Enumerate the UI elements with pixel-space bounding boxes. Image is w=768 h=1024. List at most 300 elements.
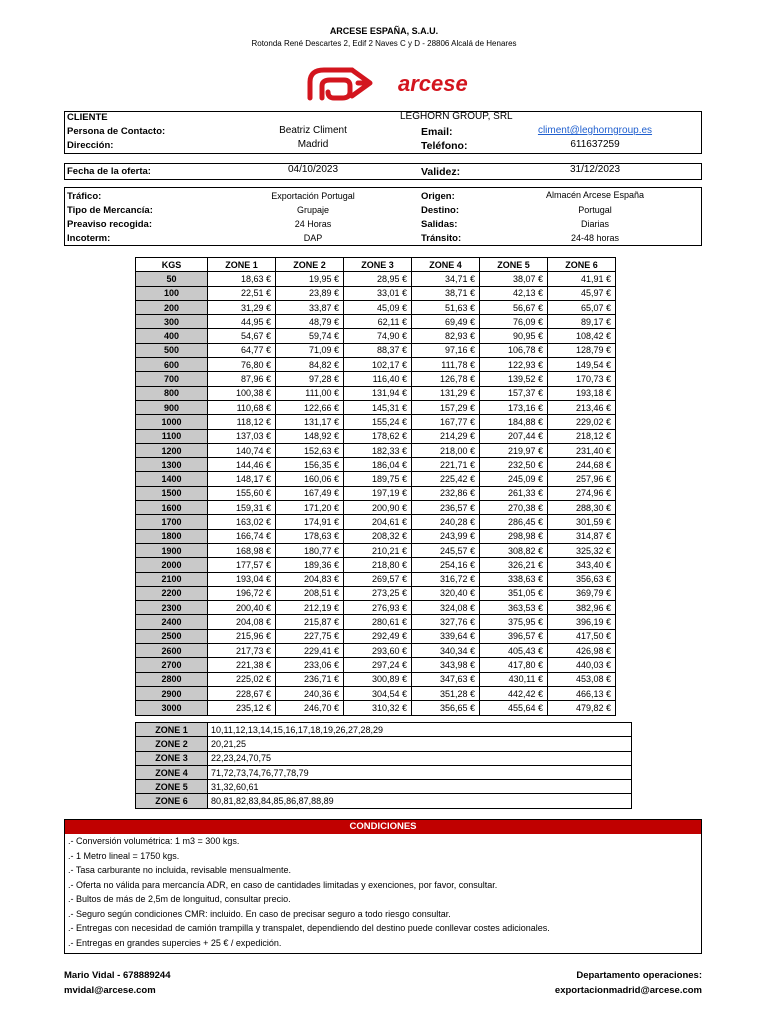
rates-price-cell: 426,98 € — [548, 644, 616, 658]
rates-kgs-cell: 2000 — [136, 558, 208, 572]
rates-price-cell: 245,09 € — [480, 472, 548, 486]
zone-name-cell: ZONE 3 — [136, 751, 208, 765]
rates-price-cell: 177,57 € — [208, 558, 276, 572]
rates-price-cell: 298,98 € — [480, 529, 548, 543]
rates-price-cell: 74,90 € — [344, 329, 412, 343]
rates-price-cell: 180,77 € — [276, 543, 344, 557]
rates-price-cell: 479,82 € — [548, 701, 616, 715]
arcese-logo-text: arcese — [398, 71, 468, 96]
rates-price-cell: 280,61 € — [344, 615, 412, 629]
rates-price-cell: 157,37 € — [480, 386, 548, 400]
rates-price-cell: 229,02 € — [548, 415, 616, 429]
rates-price-cell: 152,63 € — [276, 443, 344, 457]
rates-price-cell: 455,64 € — [480, 701, 548, 715]
rates-price-cell: 148,17 € — [208, 472, 276, 486]
rates-row — [136, 686, 616, 700]
rates-price-cell: 221,38 € — [208, 658, 276, 672]
rates-price-cell: 193,04 € — [208, 572, 276, 586]
rates-price-cell: 326,21 € — [480, 558, 548, 572]
rates-price-cell: 217,73 € — [208, 644, 276, 658]
rates-price-cell: 343,40 € — [548, 558, 616, 572]
rates-price-cell: 84,82 € — [276, 358, 344, 372]
rates-price-cell: 89,17 € — [548, 315, 616, 329]
condition-line: .- Oferta no válida para mercancía ADR, en caso de cantidades limitadas y exenciones, por favor, consultar. — [68, 879, 498, 890]
rates-price-cell: 174,91 € — [276, 515, 344, 529]
origen-value: Almacén Arcese España — [545, 190, 645, 200]
zones-table — [135, 722, 632, 809]
zone-codes-cell: 31,32,60,61 — [208, 780, 632, 794]
rates-price-cell: 215,87 € — [276, 615, 344, 629]
rates-price-cell: 184,88 € — [480, 415, 548, 429]
destino-value: Portugal — [578, 205, 612, 215]
rates-kgs-cell: 200 — [136, 300, 208, 314]
trafico-value: Exportación Portugal — [271, 191, 355, 201]
rates-kgs-cell: 800 — [136, 386, 208, 400]
rates-row — [136, 315, 616, 329]
rates-price-cell: 314,87 € — [548, 529, 616, 543]
rates-row — [136, 701, 616, 715]
rates-price-cell: 118,12 € — [208, 415, 276, 429]
rates-kgs-cell: 1100 — [136, 429, 208, 443]
rates-price-cell: 227,75 € — [276, 629, 344, 643]
rates-price-cell: 274,96 € — [548, 486, 616, 500]
rates-price-cell: 310,32 € — [344, 701, 412, 715]
rates-row — [136, 272, 616, 286]
rates-price-cell: 23,89 € — [276, 286, 344, 300]
rates-price-cell: 417,50 € — [548, 629, 616, 643]
rates-price-cell: 56,67 € — [480, 300, 548, 314]
rates-price-cell: 34,71 € — [412, 272, 480, 286]
zone-name-cell: ZONE 6 — [136, 794, 208, 808]
rates-header-cell: ZONE 2 — [276, 258, 344, 272]
rates-price-cell: 340,34 € — [412, 644, 480, 658]
rates-kgs-cell: 1500 — [136, 486, 208, 500]
rates-kgs-cell: 400 — [136, 329, 208, 343]
rates-price-cell: 254,16 € — [412, 558, 480, 572]
rates-row — [136, 372, 616, 386]
rates-price-cell: 131,94 € — [344, 386, 412, 400]
rates-row — [136, 601, 616, 615]
rates-price-cell: 31,29 € — [208, 300, 276, 314]
rates-price-cell: 62,11 € — [344, 315, 412, 329]
rates-price-cell: 228,67 € — [208, 686, 276, 700]
contacto-label: Persona de Contacto: — [67, 126, 166, 137]
rates-price-cell: 338,63 € — [480, 572, 548, 586]
rates-price-cell: 347,63 € — [412, 672, 480, 686]
rates-row — [136, 429, 616, 443]
rates-price-cell: 218,12 € — [548, 429, 616, 443]
rates-price-cell: 225,02 € — [208, 672, 276, 686]
rates-price-cell: 304,54 € — [344, 686, 412, 700]
fecha-value: 04/10/2023 — [287, 164, 339, 175]
rates-price-cell: 97,28 € — [276, 372, 344, 386]
rates-price-cell: 269,57 € — [344, 572, 412, 586]
mercancia-label: Tipo de Mercancía: — [67, 205, 153, 216]
rates-kgs-cell: 1700 — [136, 515, 208, 529]
zone-row — [136, 751, 632, 765]
rates-price-cell: 212,19 € — [276, 601, 344, 615]
rates-kgs-cell: 3000 — [136, 701, 208, 715]
rates-price-cell: 82,93 € — [412, 329, 480, 343]
rates-price-cell: 244,68 € — [548, 458, 616, 472]
rates-price-cell: 97,16 € — [412, 343, 480, 357]
rates-price-cell: 257,96 € — [548, 472, 616, 486]
incoterm-value: DAP — [303, 233, 323, 243]
validez-value: 31/12/2023 — [569, 164, 621, 175]
zone-codes-cell: 22,23,24,70,75 — [208, 751, 632, 765]
rates-price-cell: 356,63 € — [548, 572, 616, 586]
rates-kgs-cell: 1300 — [136, 458, 208, 472]
rates-price-cell: 236,71 € — [276, 672, 344, 686]
rates-price-cell: 111,00 € — [276, 386, 344, 400]
rates-price-cell: 396,19 € — [548, 615, 616, 629]
rates-price-cell: 430,11 € — [480, 672, 548, 686]
rates-price-cell: 351,28 € — [412, 686, 480, 700]
rates-kgs-cell: 300 — [136, 315, 208, 329]
rates-price-cell: 297,24 € — [344, 658, 412, 672]
rates-price-cell: 131,17 € — [276, 415, 344, 429]
rates-price-cell: 236,57 € — [412, 501, 480, 515]
rates-price-cell: 308,82 € — [480, 543, 548, 557]
condition-line: .- Entregas con necesidad de camión trampilla y transpalet, dependiendo del destino puede conllevar costes adicionales. — [68, 923, 550, 933]
condition-line: .- 1 Metro lineal = 1750 kgs. — [68, 850, 180, 861]
rates-header-cell: KGS — [136, 258, 208, 272]
rates-price-cell: 157,29 € — [412, 400, 480, 414]
condition-line: .- Tasa carburante no incluida, revisable mensualmente. — [68, 865, 291, 875]
rates-price-cell: 273,25 € — [344, 586, 412, 600]
salidas-value: Diarias — [580, 219, 609, 229]
rates-price-cell: 221,71 € — [412, 458, 480, 472]
rates-price-cell: 170,73 € — [548, 372, 616, 386]
cliente-value: LEGHORN GROUP, SRL — [400, 111, 513, 122]
rates-header-cell: ZONE 6 — [548, 258, 616, 272]
rates-price-cell: 126,78 € — [412, 372, 480, 386]
rates-price-cell: 324,08 € — [412, 601, 480, 615]
rates-kgs-cell: 1800 — [136, 529, 208, 543]
rates-price-cell: 65,07 € — [548, 300, 616, 314]
rates-price-cell: 54,67 € — [208, 329, 276, 343]
rates-price-cell: 69,49 € — [412, 315, 480, 329]
rates-row — [136, 415, 616, 429]
rates-price-cell: 233,06 € — [276, 658, 344, 672]
rates-price-cell: 167,49 € — [276, 486, 344, 500]
rates-price-cell: 235,12 € — [208, 701, 276, 715]
rates-price-cell: 88,37 € — [344, 343, 412, 357]
rates-price-cell: 325,32 € — [548, 543, 616, 557]
rates-price-cell: 42,13 € — [480, 286, 548, 300]
rates-price-cell: 213,46 € — [548, 400, 616, 414]
footer-contact-name: Mario Vidal - 678889244 — [64, 970, 171, 981]
rates-price-cell: 339,64 € — [412, 629, 480, 643]
rates-price-cell: 240,28 € — [412, 515, 480, 529]
rates-row — [136, 615, 616, 629]
rates-price-cell: 215,96 € — [208, 629, 276, 643]
rates-price-cell: 155,24 € — [344, 415, 412, 429]
rates-row — [136, 558, 616, 572]
rates-price-cell: 316,72 € — [412, 572, 480, 586]
rates-price-cell: 204,61 € — [344, 515, 412, 529]
rates-price-cell: 45,09 € — [344, 300, 412, 314]
rates-header-cell: ZONE 1 — [208, 258, 276, 272]
validez-label: Validez: — [421, 166, 461, 178]
zone-name-cell: ZONE 5 — [136, 780, 208, 794]
rates-kgs-cell: 1200 — [136, 443, 208, 457]
rates-price-cell: 28,95 € — [344, 272, 412, 286]
rates-price-cell: 106,78 € — [480, 343, 548, 357]
rates-price-cell: 166,74 € — [208, 529, 276, 543]
rates-price-cell: 128,79 € — [548, 343, 616, 357]
rates-price-cell: 178,62 € — [344, 429, 412, 443]
rates-price-cell: 173,16 € — [480, 400, 548, 414]
rates-price-cell: 148,92 € — [276, 429, 344, 443]
rates-price-cell: 59,74 € — [276, 329, 344, 343]
rates-price-cell: 156,35 € — [276, 458, 344, 472]
zone-row — [136, 723, 632, 737]
rates-price-cell: 122,93 € — [480, 358, 548, 372]
rates-kgs-cell: 2400 — [136, 615, 208, 629]
rates-price-cell: 137,03 € — [208, 429, 276, 443]
rates-price-cell: 51,63 € — [412, 300, 480, 314]
rates-price-cell: 33,87 € — [276, 300, 344, 314]
rates-kgs-cell: 900 — [136, 400, 208, 414]
zone-row — [136, 780, 632, 794]
direccion-value: Madrid — [297, 139, 329, 150]
rates-price-cell: 64,77 € — [208, 343, 276, 357]
condition-line: .- Seguro según condiciones CMR: incluido. En caso de precisar seguro a todo riesgo consultar. — [68, 908, 451, 919]
rates-price-cell: 218,00 € — [412, 443, 480, 457]
rates-price-cell: 100,38 € — [208, 386, 276, 400]
rates-row — [136, 515, 616, 529]
rates-price-cell: 243,99 € — [412, 529, 480, 543]
zone-codes-cell: 10,11,12,13,14,15,16,17,18,19,26,27,28,29 — [208, 723, 632, 737]
zone-row — [136, 794, 632, 808]
rates-row — [136, 386, 616, 400]
zone-row — [136, 737, 632, 751]
rates-price-cell: 218,80 € — [344, 558, 412, 572]
rates-price-cell: 356,65 € — [412, 701, 480, 715]
rates-price-cell: 369,79 € — [548, 586, 616, 600]
rates-kgs-cell: 2100 — [136, 572, 208, 586]
mercancia-value: Grupaje — [296, 205, 330, 215]
rates-price-cell: 22,51 € — [208, 286, 276, 300]
rates-price-cell: 193,18 € — [548, 386, 616, 400]
rates-price-cell: 171,20 € — [276, 501, 344, 515]
rates-kgs-cell: 2700 — [136, 658, 208, 672]
rates-row — [136, 672, 616, 686]
rates-price-cell: 102,17 € — [344, 358, 412, 372]
rates-price-cell: 208,51 € — [276, 586, 344, 600]
conditions-title: CONDICIONES — [65, 820, 701, 834]
rates-price-cell: 453,08 € — [548, 672, 616, 686]
rates-row — [136, 400, 616, 414]
rates-price-cell: 301,59 € — [548, 515, 616, 529]
rates-price-cell: 189,36 € — [276, 558, 344, 572]
rates-price-cell: 19,95 € — [276, 272, 344, 286]
rates-price-cell: 375,95 € — [480, 615, 548, 629]
rates-row — [136, 343, 616, 357]
rates-price-cell: 286,45 € — [480, 515, 548, 529]
rates-kgs-cell: 700 — [136, 372, 208, 386]
rates-kgs-cell: 2600 — [136, 644, 208, 658]
zone-name-cell: ZONE 4 — [136, 765, 208, 779]
rates-price-cell: 38,71 € — [412, 286, 480, 300]
zone-name-cell: ZONE 2 — [136, 737, 208, 751]
condition-line: .- Bultos de más de 2,5m de longuitud, consultar precio. — [68, 894, 291, 904]
rates-price-cell: 343,98 € — [412, 658, 480, 672]
rates-table — [135, 257, 616, 716]
rates-price-cell: 232,86 € — [412, 486, 480, 500]
rates-row — [136, 658, 616, 672]
footer-contact-email[interactable]: mvidal@arcese.com — [64, 985, 156, 996]
company-address: Rotonda René Descartes 2, Edif 2 Naves C y D - 28806 Alcalá de Henares — [251, 39, 517, 48]
rates-price-cell: 87,96 € — [208, 372, 276, 386]
rates-price-cell: 33,01 € — [344, 286, 412, 300]
rates-price-cell: 145,31 € — [344, 400, 412, 414]
rates-row — [136, 644, 616, 658]
rates-price-cell: 210,21 € — [344, 543, 412, 557]
rates-price-cell: 440,03 € — [548, 658, 616, 672]
rates-price-cell: 245,57 € — [412, 543, 480, 557]
preaviso-label: Preaviso recogida: — [67, 219, 153, 230]
rates-price-cell: 219,97 € — [480, 443, 548, 457]
transito-label: Tránsito: — [421, 233, 462, 244]
rates-price-cell: 116,40 € — [344, 372, 412, 386]
rates-price-cell: 382,96 € — [548, 601, 616, 615]
rates-row — [136, 329, 616, 343]
zone-codes-cell: 20,21,25 — [208, 737, 632, 751]
rates-kgs-cell: 1600 — [136, 501, 208, 515]
footer-department: Departamento operaciones: — [576, 970, 702, 981]
rates-price-cell: 204,08 € — [208, 615, 276, 629]
zone-name-cell: ZONE 1 — [136, 723, 208, 737]
company-name: ARCESE ESPAÑA, S.A.U. — [329, 26, 439, 36]
rates-price-cell: 71,09 € — [276, 343, 344, 357]
transito-value: 24-48 horas — [570, 233, 620, 243]
rates-price-cell: 197,19 € — [344, 486, 412, 500]
rates-price-cell: 327,76 € — [412, 615, 480, 629]
rates-kgs-cell: 600 — [136, 358, 208, 372]
rates-price-cell: 76,80 € — [208, 358, 276, 372]
rates-price-cell: 155,60 € — [208, 486, 276, 500]
rates-price-cell: 45,97 € — [548, 286, 616, 300]
rates-price-cell: 122,66 € — [276, 400, 344, 414]
rates-price-cell: 159,31 € — [208, 501, 276, 515]
rates-price-cell: 231,40 € — [548, 443, 616, 457]
rates-price-cell: 246,70 € — [276, 701, 344, 715]
rates-price-cell: 76,09 € — [480, 315, 548, 329]
rates-price-cell: 90,95 € — [480, 329, 548, 343]
zone-codes-cell: 80,81,82,83,84,85,86,87,88,89 — [208, 794, 632, 808]
rates-row — [136, 458, 616, 472]
rates-price-cell: 168,98 € — [208, 543, 276, 557]
rates-kgs-cell: 2200 — [136, 586, 208, 600]
rates-price-cell: 300,89 € — [344, 672, 412, 686]
rates-price-cell: 182,33 € — [344, 443, 412, 457]
rates-kgs-cell: 1900 — [136, 543, 208, 557]
rates-price-cell: 18,63 € — [208, 272, 276, 286]
zone-codes-cell: 71,72,73,74,76,77,78,79 — [208, 765, 632, 779]
rates-price-cell: 178,63 € — [276, 529, 344, 543]
trafico-label: Tráfico: — [67, 191, 102, 202]
rates-price-cell: 38,07 € — [480, 272, 548, 286]
rates-row — [136, 443, 616, 457]
rates-price-cell: 186,04 € — [344, 458, 412, 472]
rates-kgs-cell: 500 — [136, 343, 208, 357]
origen-label: Origen: — [421, 191, 455, 202]
rates-row — [136, 543, 616, 557]
rates-kgs-cell: 2300 — [136, 601, 208, 615]
rates-header-row — [136, 258, 616, 272]
rates-row — [136, 286, 616, 300]
rates-kgs-cell: 2900 — [136, 686, 208, 700]
rates-price-cell: 140,74 € — [208, 443, 276, 457]
rates-kgs-cell: 2800 — [136, 672, 208, 686]
zone-row — [136, 765, 632, 779]
contacto-value: Beatriz Climent — [279, 125, 347, 136]
footer-department-email[interactable]: exportacionmadrid@arcese.com — [554, 985, 702, 996]
email-label: Email: — [421, 126, 453, 138]
rates-price-cell: 261,33 € — [480, 486, 548, 500]
rates-price-cell: 396,57 € — [480, 629, 548, 643]
rates-price-cell: 288,30 € — [548, 501, 616, 515]
rates-price-cell: 417,80 € — [480, 658, 548, 672]
rates-price-cell: 363,53 € — [480, 601, 548, 615]
rates-price-cell: 276,93 € — [344, 601, 412, 615]
rates-price-cell: 229,41 € — [276, 644, 344, 658]
salidas-label: Salidas: — [421, 219, 458, 230]
rates-kgs-cell: 2500 — [136, 629, 208, 643]
rates-row — [136, 529, 616, 543]
rates-price-cell: 163,02 € — [208, 515, 276, 529]
rates-kgs-cell: 50 — [136, 272, 208, 286]
rates-row — [136, 358, 616, 372]
condition-line: .- Entregas en grandes supercies + 25 € / expedición. — [68, 937, 282, 948]
cliente-label: CLIENTE — [67, 112, 108, 123]
email-link[interactable]: climent@leghorngroup.es — [537, 125, 653, 136]
rates-price-cell: 144,46 € — [208, 458, 276, 472]
rates-price-cell: 270,38 € — [480, 501, 548, 515]
rates-price-cell: 351,05 € — [480, 586, 548, 600]
rates-row — [136, 472, 616, 486]
rates-price-cell: 225,42 € — [412, 472, 480, 486]
rates-price-cell: 44,95 € — [208, 315, 276, 329]
rates-price-cell: 48,79 € — [276, 315, 344, 329]
rates-price-cell: 405,43 € — [480, 644, 548, 658]
rates-price-cell: 207,44 € — [480, 429, 548, 443]
rates-price-cell: 232,50 € — [480, 458, 548, 472]
rates-price-cell: 131,29 € — [412, 386, 480, 400]
rates-row — [136, 501, 616, 515]
rates-row — [136, 486, 616, 500]
rates-kgs-cell: 100 — [136, 286, 208, 300]
rates-price-cell: 292,49 € — [344, 629, 412, 643]
rates-price-cell: 442,42 € — [480, 686, 548, 700]
rates-price-cell: 41,91 € — [548, 272, 616, 286]
preaviso-value: 24 Horas — [294, 219, 332, 229]
rates-price-cell: 240,36 € — [276, 686, 344, 700]
rates-price-cell: 189,75 € — [344, 472, 412, 486]
condition-line: .- Conversión volumétrica: 1 m3 = 300 kgs. — [68, 836, 240, 846]
rates-header-cell: ZONE 5 — [480, 258, 548, 272]
rates-price-cell: 466,13 € — [548, 686, 616, 700]
rates-row — [136, 586, 616, 600]
rates-price-cell: 293,60 € — [344, 644, 412, 658]
rates-price-cell: 139,52 € — [480, 372, 548, 386]
direccion-label: Dirección: — [67, 140, 114, 151]
rates-price-cell: 204,83 € — [276, 572, 344, 586]
rates-price-cell: 110,68 € — [208, 400, 276, 414]
rates-price-cell: 200,40 € — [208, 601, 276, 615]
